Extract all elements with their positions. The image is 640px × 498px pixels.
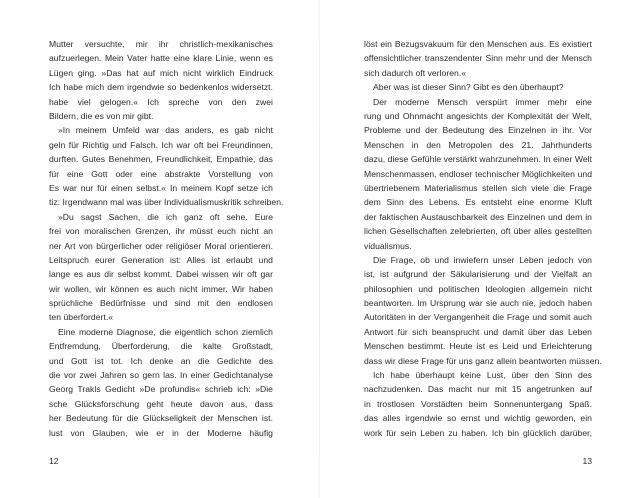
text-line: lange es aus dir selbst kommt. Dabei wissen wir oft gar <box>49 269 273 280</box>
text-line: habe viel gelogen.« Ich spreche von den zwei <box>49 96 273 107</box>
text-line: »In meinem Umfeld war das anders, es gab nicht <box>58 125 273 136</box>
text-line: nachzudenken. Das macht nur mit 15 angetrunken auf <box>364 384 592 395</box>
text-line: Autoritäten in der Vergangenheit die Frage und somit auch <box>364 312 592 323</box>
right-page <box>320 0 640 498</box>
text-line: Menschenmassen, endloser technischer Möglichkeiten und <box>364 168 592 179</box>
text-line: lichen Gesellschaften zelebrierten, oft über alles gestellten <box>364 226 592 237</box>
text-line: ist, ist aufgrund der Säkularisierung und der Vielfalt an <box>364 269 592 280</box>
text-line: Lügen ging. »Das hat auf mich nicht wirklich Eindruck <box>49 67 273 78</box>
text-line: sich dadurch oft verloren.« <box>364 67 467 78</box>
text-line: Die Frage, ob und inwiefern unser Leben jedoch von <box>373 254 592 265</box>
left-page-number: 12 <box>49 456 59 466</box>
text-line: sche Glücksforschung geht heute davon aus, dass <box>49 398 273 409</box>
text-line: Es war nur für einen selbst.« In meinem Kopf setze ich <box>49 182 273 193</box>
text-line: Ich habe mich dem irgendwie so bedenkenlos widersetzt. <box>49 82 273 93</box>
text-line: in trostlosen Vorstädten beim Sonnenuntergang Spaß. <box>364 398 592 409</box>
text-line: vidualismus. <box>364 240 412 251</box>
text-line: durften. Gutes Benehmen, Freundlichkeit, Empathie, das <box>49 154 273 165</box>
text-line: löst ein Bezugsvakuum für den Menschen aus. Es existiert <box>364 39 592 49</box>
text-line: frei von moralischen Grenzen, ihr müsst euch nicht an <box>49 226 273 237</box>
text-line: Menschen bestimmt. Heute ist es Leid und Erleichterung <box>364 341 592 352</box>
text-line: Der moderne Mensch verspürt immer mehr eine <box>373 96 592 107</box>
text-line: übertriebenem Materialismus stellen sich viele die Frage <box>364 182 592 193</box>
text-line: Ich habe überhaupt keine Lust, über den Sinn des <box>373 370 592 381</box>
text-line: das alles irgendwie so ernst und wichtig geworden, ein <box>364 413 592 424</box>
text-line: Antwort für sich beansprucht und damit über das Leben <box>364 326 592 337</box>
text-line: dazu, diese Gefühle verstärkt wahrzunehmen. In einer Welt <box>364 154 592 165</box>
text-line: ten überfordert.« <box>49 312 114 323</box>
text-line: geln für Richtig und Falsch. Ich war oft bei Freundinnen, <box>49 139 273 150</box>
text-line: philosophien und politischen Ideologien allgemein nicht <box>364 283 592 294</box>
text-line: Leitspruch eurer Generation ist: Alles ist erlaubt und <box>49 254 273 265</box>
text-line: Entfremdung, Überforderung, die kalte Großstadt, <box>49 341 273 352</box>
text-line: Menschen in den Metropolen des 21. Jahrhunderts <box>364 139 592 150</box>
text-line: Bildern, die es von mir gibt. <box>49 110 154 121</box>
text-line: die vor zwei Jahren so gern las. In einer Gedichtanalyse <box>49 370 273 381</box>
text-line: Aber was ist dieser Sinn? Gibt es den überhaupt? <box>373 82 564 93</box>
left-page-text <box>49 37 284 440</box>
right-page-number: 13 <box>582 456 592 466</box>
text-line: sprüchliche Bedürfnisse und sind mit den endlosen <box>49 298 273 309</box>
text-line: Georg Trakls Gedicht »De profundis« schrieb ich: »Die <box>49 384 273 395</box>
right-page-text <box>364 37 602 440</box>
text-line: work für sein Leben zu haben. Ich bin glücklich darüber, <box>364 427 592 438</box>
text-line: für eine Gott oder eine abstrakte Vorstellung von <box>49 168 273 179</box>
text-line: der faktischen Austauschbarkeit des Einzelnen und dem in <box>364 211 592 222</box>
text-line: Mutter versuchte, mir ihr christlich-mexikanisches <box>49 39 273 49</box>
text-line: offensichtlicher transzendenter Sinn mehr und der Mensch <box>364 53 592 64</box>
text-line: lust von Glauben, wie er in der Moderne häufig <box>49 427 273 438</box>
text-line: beantworten. Im Ursprung war sie auch nie, jedoch haben <box>364 298 592 309</box>
text-line: rung und Ohnmacht angesichts der Komplexität der Welt, <box>364 110 592 121</box>
text-line: wir wollen, wir können es auch nicht immer. Wir haben <box>49 283 273 294</box>
text-line: dem Sinn des Lebens. Es entsteht eine enorme Kluft <box>364 197 592 208</box>
text-line: aufzuerlegen. Mein Vater hatte eine klare Linie, wenn es <box>49 53 273 64</box>
text-line: Eine moderne Diagnose, die eigentlich schon ziemlich <box>58 326 273 337</box>
text-line: und Gott ist tot. Ich denke an die Gedichte des <box>49 355 273 366</box>
text-line: her Bedeutung für die Glückseligkeit der Menschen ist. <box>49 413 273 424</box>
text-line: dass wir diese Frage für uns ganz allein beantworten müssen. <box>364 355 602 366</box>
text-line: ner Art von bürgerlicher oder religiöser Moral orientieren. <box>49 240 273 251</box>
text-line: Probleme und der Bedeutung des Einzelnen in ihr. Vor <box>364 125 592 136</box>
text-line: tiz: Irgendwann mal was über Individualismuskritik schreiben. <box>49 197 284 208</box>
text-line: »Du sagst Sachen, die ich ganz oft sehe. Eure <box>58 211 273 222</box>
